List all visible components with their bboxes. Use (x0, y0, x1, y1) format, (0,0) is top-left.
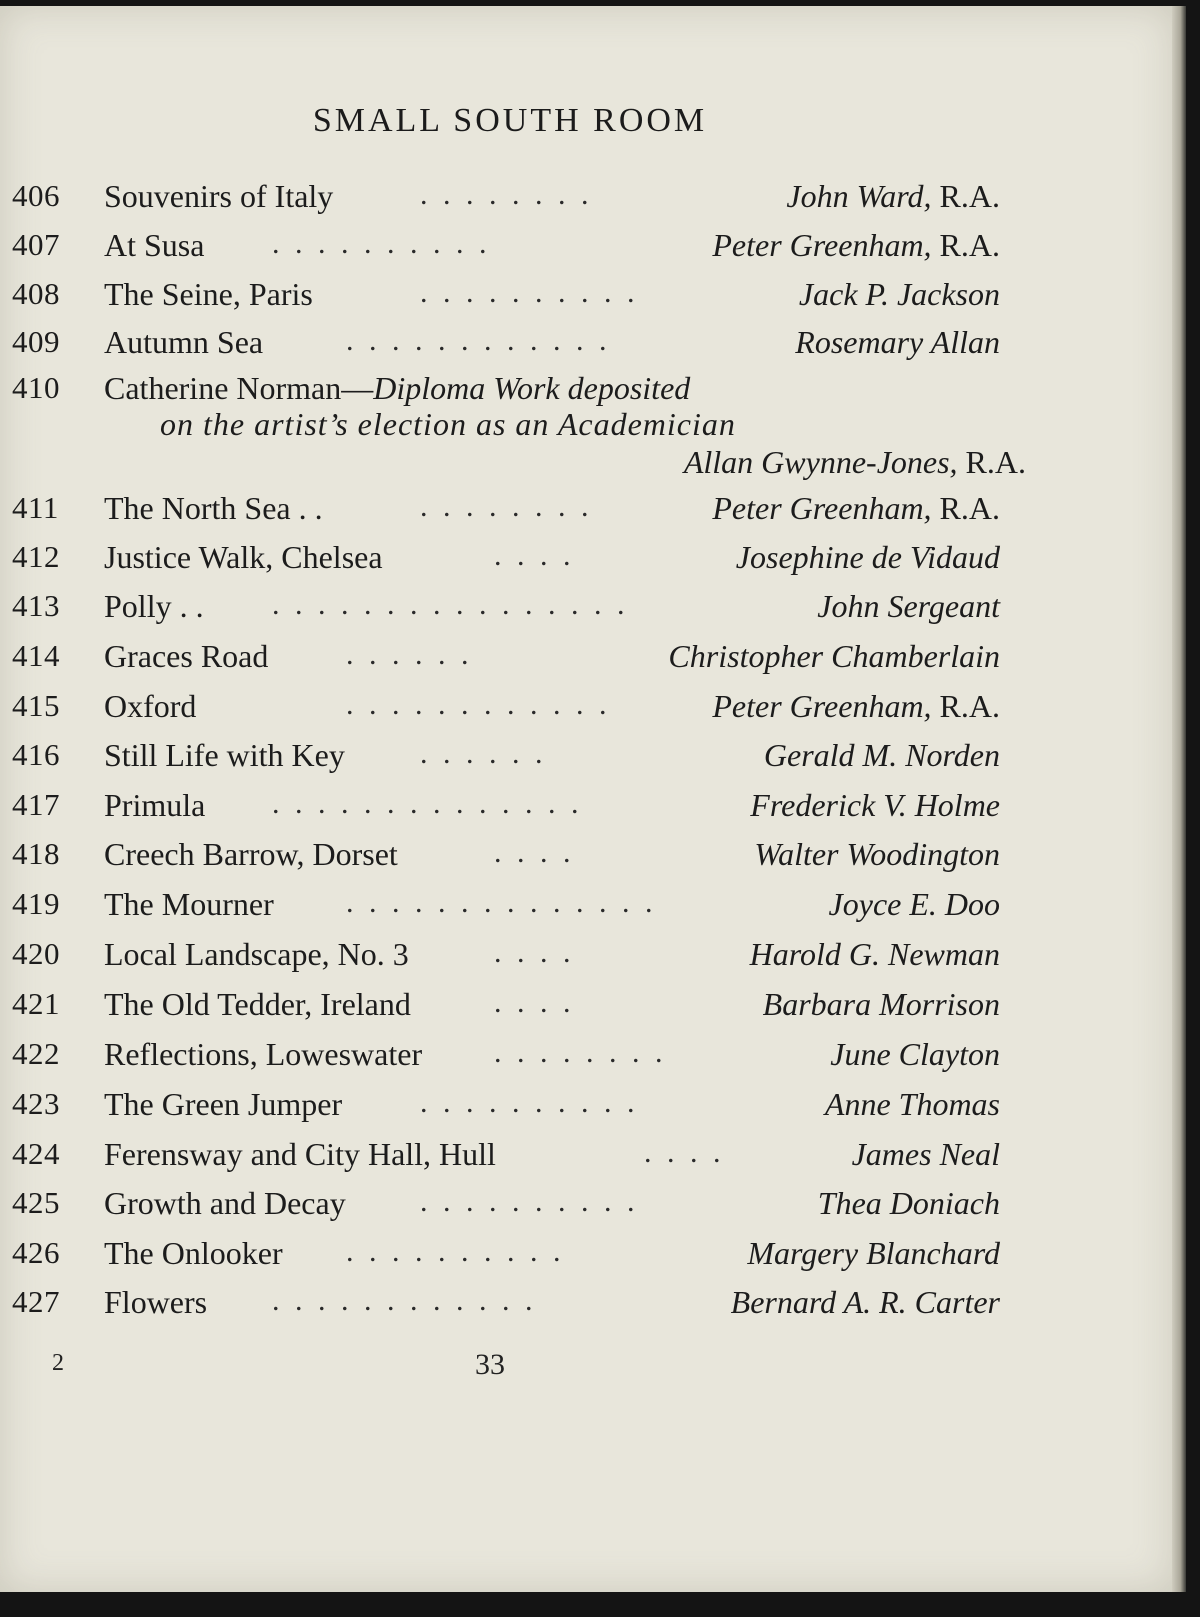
entry-artist (668, 638, 1000, 675)
entry-title-plain: Catherine Norman— (104, 370, 374, 406)
entry-number: 406 (12, 178, 60, 213)
artist-name: Barbara Morrison (762, 986, 1000, 1022)
dot-leader: . . . . . . . . . . (420, 1086, 639, 1119)
entry-artist (764, 737, 1000, 774)
entry-artist (852, 1136, 1000, 1173)
dot-leader: . . . . . . . . . . . . . . (346, 886, 657, 919)
entry-title-italic: Diploma Work deposited (373, 370, 691, 406)
entry-artist (830, 1036, 1000, 1073)
entry-number: 415 (12, 688, 60, 723)
dot-leader: . . . . . . . . (420, 178, 593, 211)
catalogue-entry-413 (0, 588, 1174, 632)
entry-title: Local Landscape, No. 3 (104, 936, 409, 972)
entry-number: 410 (12, 370, 60, 405)
artist-name: Joyce E. Doo (828, 886, 1000, 922)
entry-title: Oxford (104, 688, 197, 724)
entry-number: 421 (12, 986, 60, 1021)
artist-name: Josephine de Vidaud (735, 539, 1000, 575)
catalogue-entry-421 (0, 986, 1174, 1030)
artist-name: Bernard A. R. Carter (730, 1284, 1000, 1320)
entry-artist (825, 1086, 1000, 1123)
artist-name: Margery Blanchard (747, 1235, 1000, 1271)
entry-title: The Seine, Paris (104, 276, 313, 312)
catalogue-entry-426 (0, 1235, 1174, 1279)
entry-artist (736, 539, 1000, 576)
entry-artist (799, 276, 1000, 313)
artist-name: Thea Doniach (817, 1185, 1000, 1221)
catalogue-entry-408 (0, 276, 1174, 320)
artist-name: Christopher Chamberlain (668, 638, 1000, 674)
artist-name: Jack P. Jackson (798, 276, 1000, 312)
dot-leader: . . . . . . . . . . . . (346, 324, 611, 357)
entry-artist (712, 490, 1000, 527)
entry-title: Autumn Sea (104, 324, 264, 360)
artist-name: Frederick V. Holme (750, 787, 1000, 823)
entry-artist (795, 324, 1000, 361)
entry-number: 412 (12, 539, 60, 574)
artist-suffix: R.A. (931, 178, 1000, 214)
catalogue-entry-416 (0, 737, 1174, 781)
catalogue-entry-427 (0, 1284, 1174, 1328)
dot-leader: . . . . . . . . (494, 1036, 667, 1069)
dot-leader: . . . . . . . . . . (346, 1235, 565, 1268)
entry-number: 422 (12, 1036, 60, 1071)
entry-artist (786, 178, 1000, 215)
entry-title: The North Sea . . (104, 490, 323, 526)
artist-suffix: R.A. (931, 490, 1000, 526)
entry-title: The Old Tedder, Ireland (104, 986, 411, 1022)
artist-name: June Clayton (830, 1036, 1000, 1072)
entry-number: 426 (12, 1235, 60, 1270)
dot-leader: . . . . . . . . . . . . (346, 688, 611, 721)
entry-title: Justice Walk, Chelsea (104, 539, 383, 575)
catalogue-entry-417 (0, 787, 1174, 831)
artist-name: Gerald M. Norden (763, 737, 1000, 773)
catalogue-entry-419 (0, 886, 1174, 930)
entry-number: 407 (12, 227, 60, 262)
catalogue-entry-418 (0, 836, 1174, 880)
catalogue-entry-414 (0, 638, 1174, 682)
catalogue-entry-425 (0, 1185, 1174, 1229)
entry-title: Growth and Decay (104, 1185, 346, 1221)
entry-number: 424 (12, 1136, 60, 1171)
entry-number: 423 (12, 1086, 60, 1121)
dot-leader: . . . . (644, 1136, 725, 1169)
entry-title: At Susa (104, 227, 205, 263)
dot-leader: . . . . . . . . . . . . . . (272, 787, 583, 820)
artist-suffix: R.A. (957, 444, 1026, 480)
page-number: 33 (475, 1348, 505, 1381)
entry-artist (731, 1284, 1000, 1321)
entry-artist (817, 588, 1000, 625)
entry-title: The Onlooker (104, 1235, 283, 1271)
entry-artist (754, 836, 1000, 873)
entry-title (104, 370, 690, 407)
entry-artist (818, 1185, 1000, 1222)
dot-leader: . . . . . . . . . . . . (272, 1284, 537, 1317)
entry-number: 425 (12, 1185, 60, 1220)
entry-artist (747, 1235, 1000, 1272)
artist-name: Peter Greenham, (712, 688, 932, 724)
entry-title: Flowers (104, 1284, 208, 1320)
entry-410-artist (684, 444, 1026, 481)
entry-artist (712, 688, 1000, 725)
entry-artist (712, 227, 1000, 264)
signature-mark: 2 (52, 1350, 64, 1376)
entry-number: 419 (12, 886, 60, 921)
artist-name: Walter Woodington (754, 836, 1000, 872)
artist-suffix: R.A. (931, 227, 1000, 263)
catalogue-entry-411 (0, 490, 1174, 534)
room-heading: SMALL SOUTH ROOM (312, 102, 708, 139)
dot-leader: . . . . . . . . . . (420, 1185, 639, 1218)
catalogue-entry-406 (0, 178, 1174, 222)
entry-number: 418 (12, 836, 60, 871)
entry-number: 411 (12, 490, 59, 525)
dot-leader: . . . . . . . . (420, 490, 593, 523)
artist-name: John Ward, (786, 178, 932, 214)
entry-number: 413 (12, 588, 60, 623)
entry-title: Souvenirs of Italy (104, 178, 334, 214)
entry-title: Graces Road (104, 638, 269, 674)
catalogue-entry-409 (0, 324, 1174, 368)
dot-leader: . . . . . . . . . . . . . . . . (272, 588, 629, 621)
entry-title: Reflections, Loweswater (104, 1036, 423, 1072)
entry-title: Ferensway and City Hall, Hull (104, 1136, 496, 1172)
dot-leader: . . . . (494, 936, 575, 969)
catalogue-entry-420 (0, 936, 1174, 980)
dot-leader: . . . . (494, 986, 575, 1019)
artist-name: Peter Greenham, (712, 490, 932, 526)
entry-artist (763, 986, 1000, 1023)
catalogue-entry-422 (0, 1036, 1174, 1080)
dot-leader: . . . . . . . . . . (272, 227, 491, 260)
artist-name: Peter Greenham, (712, 227, 932, 263)
artist-name: Anne Thomas (824, 1086, 1000, 1122)
artist-name: Harold G. Newman (749, 936, 1000, 972)
page-edge (1172, 6, 1186, 1592)
entry-number: 427 (12, 1284, 60, 1319)
entry-number: 420 (12, 936, 60, 971)
catalogue-entry-424 (0, 1136, 1174, 1180)
entry-number: 409 (12, 324, 60, 359)
entry-artist (750, 936, 1000, 973)
artist-name: Rosemary Allan (795, 324, 1000, 360)
artist-name: James Neal (851, 1136, 1000, 1172)
entry-number: 416 (12, 737, 60, 772)
entry-number: 414 (12, 638, 60, 673)
dot-leader: . . . . (494, 539, 575, 572)
dot-leader: . . . . . . . . . . (420, 276, 639, 309)
artist-suffix: R.A. (931, 688, 1000, 724)
entry-410-description: on the artist’s election as an Academician (160, 406, 736, 442)
catalogue-entry-415 (0, 688, 1174, 732)
entry-title: The Mourner (104, 886, 274, 922)
catalogue-entry-407 (0, 227, 1174, 271)
entry-title: Polly . . (104, 588, 204, 624)
catalogue-entry-423 (0, 1086, 1174, 1130)
dot-leader: . . . . . . (420, 737, 547, 770)
dot-leader: . . . . . . (346, 638, 473, 671)
entry-artist (750, 787, 1000, 824)
entry-title: Primula (104, 787, 206, 823)
artist-name: John Sergeant (817, 588, 1000, 624)
dot-leader: . . . . (494, 836, 575, 869)
entry-number: 408 (12, 276, 60, 311)
entry-title: Still Life with Key (104, 737, 345, 773)
entry-number: 417 (12, 787, 60, 822)
entry-title: Creech Barrow, Dorset (104, 836, 398, 872)
catalogue-entry-412 (0, 539, 1174, 583)
entry-artist (829, 886, 1000, 923)
artist-name: Allan Gwynne-Jones, (683, 444, 958, 480)
entry-title: The Green Jumper (104, 1086, 343, 1122)
